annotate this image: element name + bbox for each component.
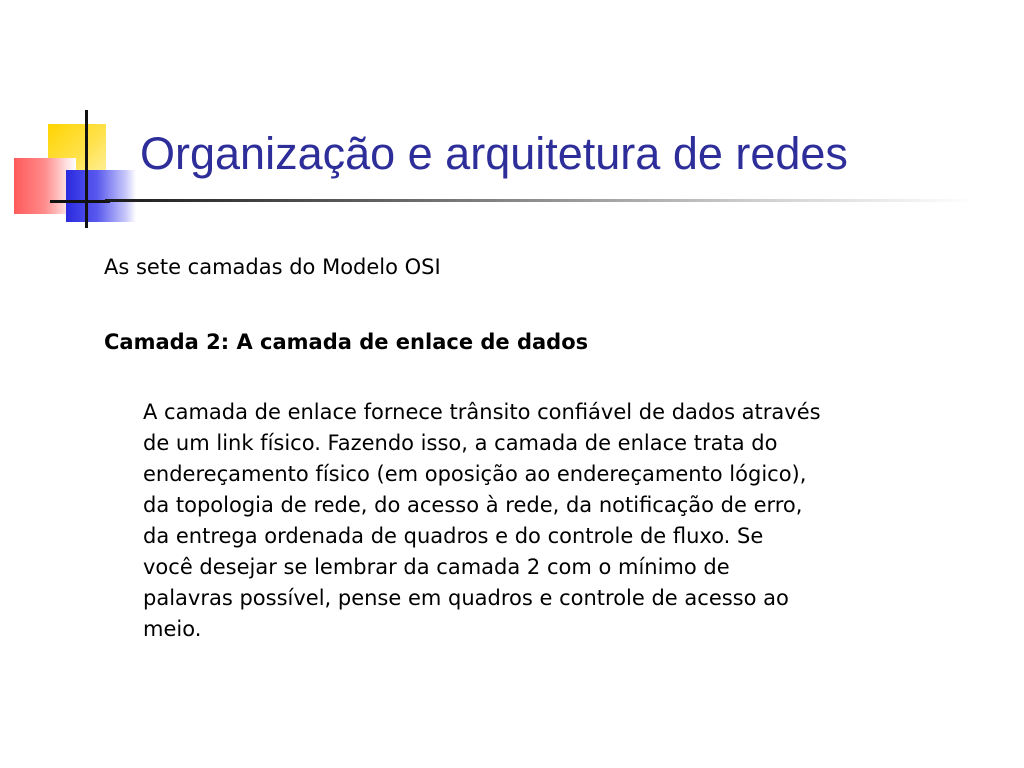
slide-subtitle: As sete camadas do Modelo OSI (104, 255, 441, 279)
slide-title: Organização e arquitetura de redes (140, 128, 848, 179)
body-line: endereçamento físico (em oposição ao endereçamento lógico), (143, 462, 807, 486)
body-line: você desejar se lembrar da camada 2 com o mínimo de (143, 555, 730, 579)
body-line: A camada de enlace fornece trânsito confiável de dados através (143, 400, 821, 424)
blue-square (66, 170, 136, 222)
colored-squares-logo-icon (0, 0, 150, 240)
body-line: palavras possível, pense em quadros e controle de acesso ao (143, 586, 789, 610)
body-line: meio. (143, 617, 202, 641)
body-line: da entrega ordenada de quadros e do controle de fluxo. Se (143, 524, 764, 548)
section-heading: Camada 2: A camada de enlace de dados (104, 330, 589, 354)
logo-horizontal-line (50, 200, 110, 203)
body-line: da topologia de rede, do acesso à rede, da notificação de erro, (143, 493, 803, 517)
body-paragraph (143, 397, 955, 645)
body-line: de um link físico. Fazendo isso, a camada de enlace trata do (143, 431, 778, 455)
title-divider (105, 199, 975, 202)
logo-vertical-line (85, 110, 88, 228)
